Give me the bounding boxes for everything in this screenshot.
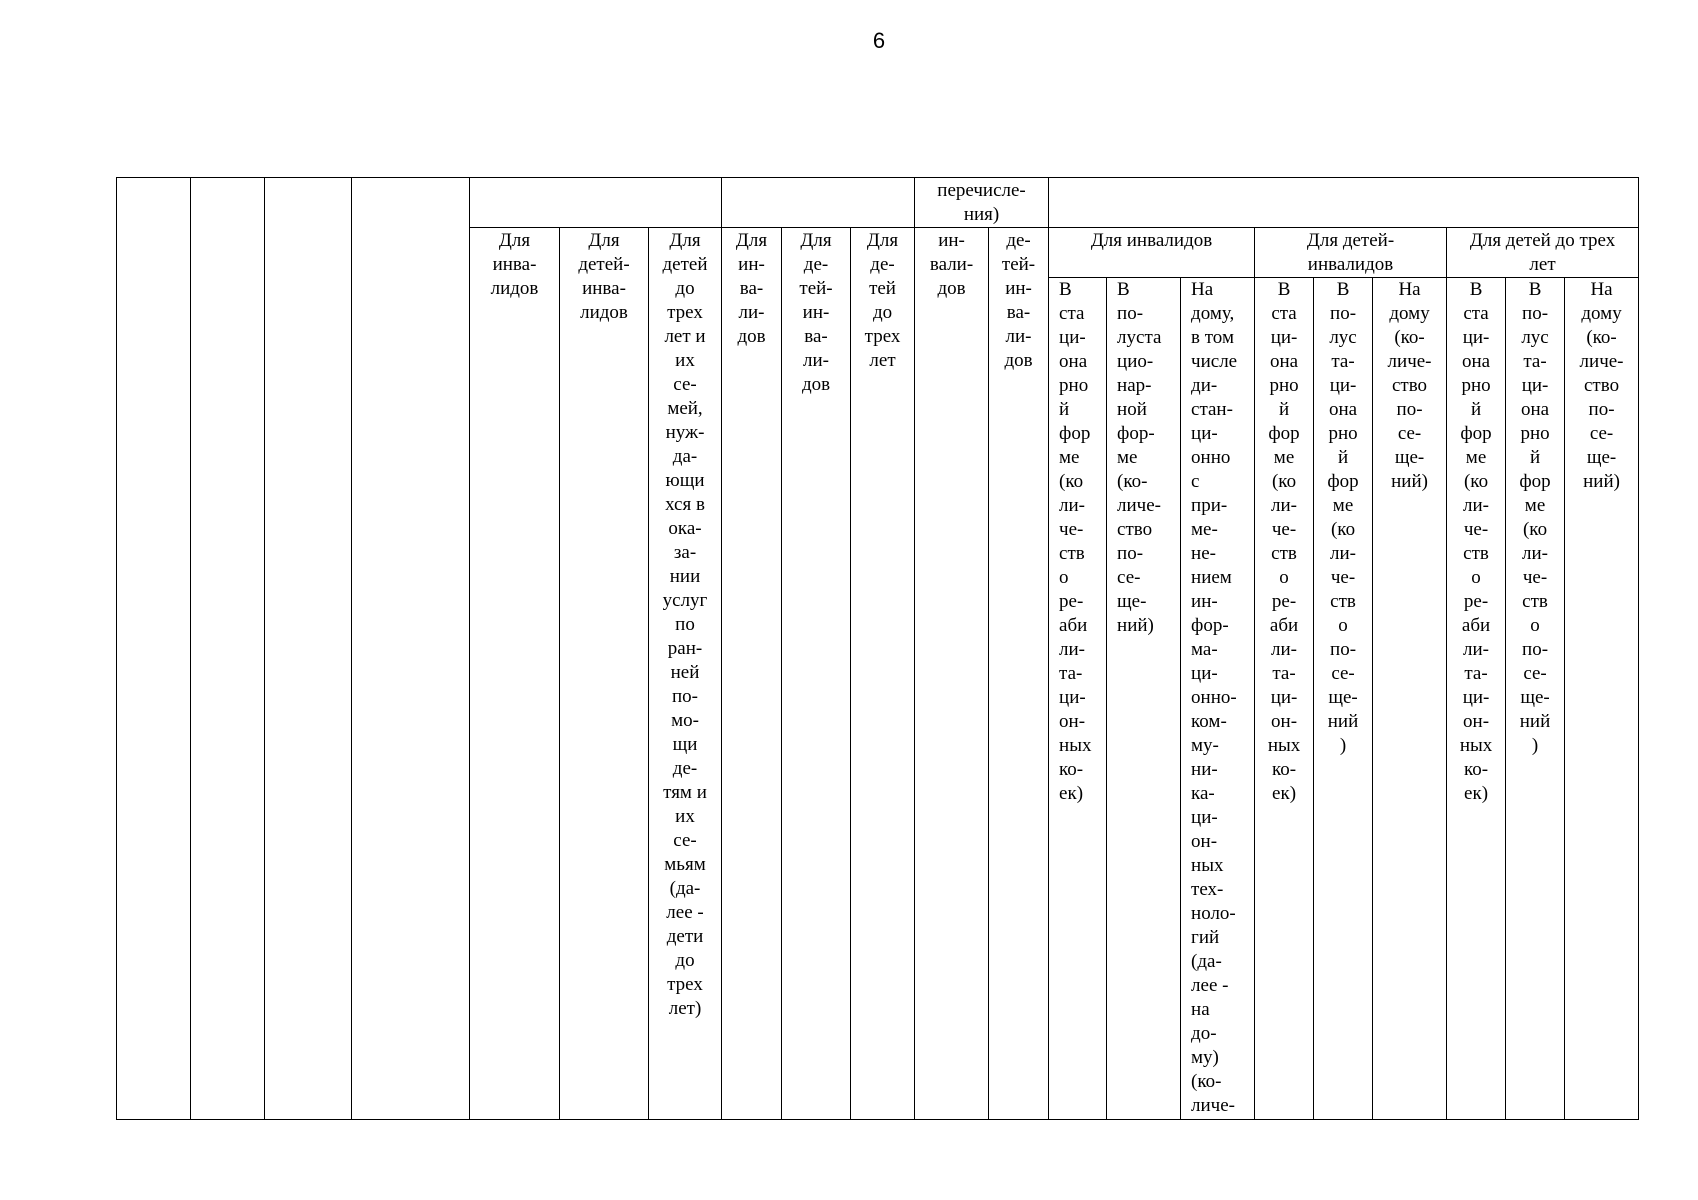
subheader-disabled-children-at-home: На дому (ко- личе- ство по- се- ще- ний) — [1373, 278, 1447, 1120]
empty-column-1 — [117, 178, 191, 1120]
subheader-disabled-semi-stationary: В по- луста цио- нар- ной фор- ме (ко- личе- ство по- се- ще- ний) — [1107, 278, 1181, 1120]
header-b-for-disabled: Для ин- ва- ли- дов — [722, 228, 782, 1120]
header-cell-perechislenia: перечисле- ния) — [915, 178, 1049, 228]
empty-column-4 — [352, 178, 470, 1120]
header-cell-group-a — [470, 178, 722, 228]
header-for-children-under-three: Для детей до трех лет и их се- мей, нуж- да- ющи хся в ока- за- нии услуг по ран- ней по- мо- щи де- тям и их се- мьям (да- лее - дети до трех лет) — [649, 228, 722, 1120]
header-c-disabled-children: де- тей- ин- ва- ли- дов — [989, 228, 1049, 1120]
page-number: 6 — [872, 28, 886, 53]
subheader-children-under-three-stationary: В ста ци- она рно й фор ме (ко ли- че- ств о ре- аби ли- та- ци- он- ных ко- ек) — [1447, 278, 1506, 1120]
header-cell-group-d — [1049, 178, 1639, 228]
group-header-for-children-under-three: Для детей до трех лет — [1447, 228, 1639, 278]
subheader-children-under-three-semi-stationary: В по- лус та- ци- она рно й фор ме (ко ли- че- ств о по- се- ще- ний ) — [1506, 278, 1565, 1120]
group-header-for-disabled: Для инвалидов — [1049, 228, 1255, 278]
subheader-disabled-children-semi-stationary: В по- лус та- ци- она рно й фор ме (ко ли- че- ств о по- се- ще- ний ) — [1314, 278, 1373, 1120]
subheader-disabled-children-stationary: В ста ци- она рно й фор ме (ко ли- че- ств о ре- аби ли- та- ци- он- ных ко- ек) — [1255, 278, 1314, 1120]
header-b-for-disabled-children: Для де- тей- ин- ва- ли- дов — [782, 228, 851, 1120]
subheader-children-under-three-at-home: На дому (ко- личе- ство по- се- ще- ний) — [1565, 278, 1639, 1120]
report-table — [116, 177, 1639, 1120]
header-b-for-children-under-three: Для де- тей до трех лет — [851, 228, 915, 1120]
header-c-disabled: ин- вали- дов — [915, 228, 989, 1120]
header-for-disabled-children: Для детей- инва- лидов — [560, 228, 649, 1120]
subheader-disabled-stationary: В ста ци- она рно й фор ме (ко ли- че- ств о ре- аби ли- та- ци- он- ных ко- ек) — [1049, 278, 1107, 1120]
subheader-disabled-at-home: На дому, в том числе ди- стан- ци- онно с при- ме- не- нием ин- фор- ма- ци- онно- ком- му- ни- ка- ци- он- ных тех- ноло- гий (да- лее - на до- му) (ко- личе- — [1181, 278, 1255, 1120]
group-header-for-disabled-children: Для детей- инвалидов — [1255, 228, 1447, 278]
header-for-disabled: Для инва- лидов — [470, 228, 560, 1120]
header-cell-group-b — [722, 178, 915, 228]
empty-column-2 — [191, 178, 265, 1120]
empty-column-3 — [265, 178, 352, 1120]
